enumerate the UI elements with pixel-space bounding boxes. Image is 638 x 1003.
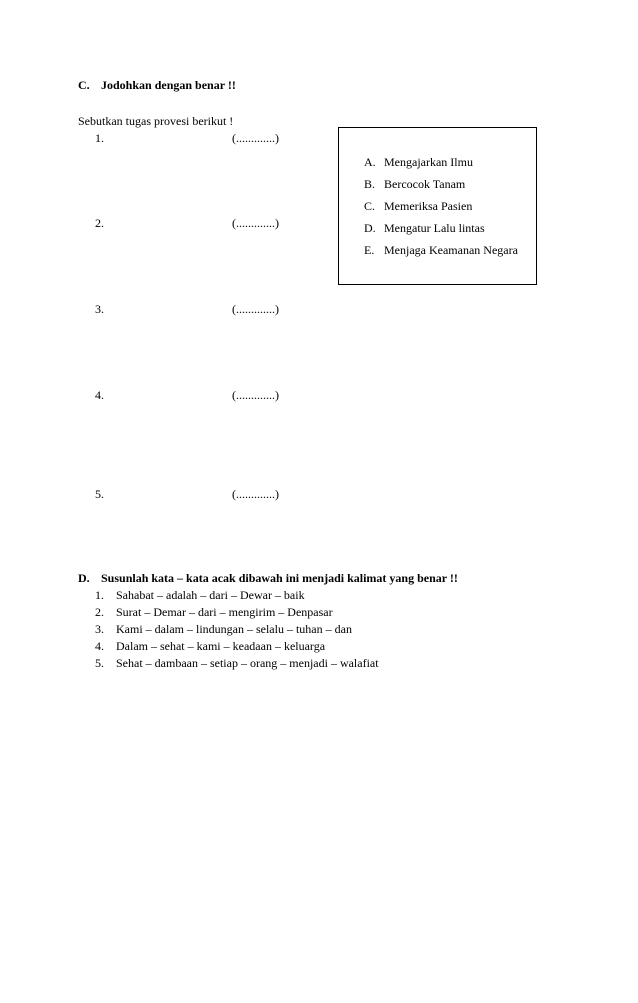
item-4-blank: (.............) bbox=[232, 388, 279, 402]
section-c-letter: C. bbox=[78, 78, 90, 92]
option-a-letter: A. bbox=[364, 155, 376, 169]
d-item-1-number: 1. bbox=[95, 588, 104, 602]
item-3-blank: (.............) bbox=[232, 302, 279, 316]
item-2-blank: (.............) bbox=[232, 216, 279, 230]
item-4-number: 4. bbox=[95, 388, 104, 402]
d-item-2-text: Surat – Demar – dari – mengirim – Denpasar bbox=[116, 605, 333, 619]
item-5-number: 5. bbox=[95, 487, 104, 501]
section-d-letter: D. bbox=[78, 571, 90, 585]
option-e-letter: E. bbox=[364, 243, 375, 257]
option-b-letter: B. bbox=[364, 177, 376, 191]
option-c-text: Memeriksa Pasien bbox=[384, 199, 473, 213]
item-2-number: 2. bbox=[95, 216, 104, 230]
item-1-number: 1. bbox=[95, 131, 104, 145]
d-item-3-text: Kami – dalam – lindungan – selalu – tuhan – dan bbox=[116, 622, 352, 636]
option-c-letter: C. bbox=[364, 199, 376, 213]
d-item-2-number: 2. bbox=[95, 605, 104, 619]
item-1-blank: (.............) bbox=[232, 131, 279, 145]
d-item-1-text: Sahabat – adalah – dari – Dewar – baik bbox=[116, 588, 305, 602]
section-c-title: Jodohkan dengan benar !! bbox=[101, 78, 236, 92]
d-item-5-text: Sehat – dambaan – setiap – orang – menjadi – walafiat bbox=[116, 656, 379, 670]
d-item-4-number: 4. bbox=[95, 639, 104, 653]
item-3-number: 3. bbox=[95, 302, 104, 316]
option-b-text: Bercocok Tanam bbox=[384, 177, 466, 191]
option-d-letter: D. bbox=[364, 221, 376, 235]
option-a-text: Mengajarkan Ilmu bbox=[384, 155, 473, 169]
d-item-5-number: 5. bbox=[95, 656, 104, 670]
item-5-blank: (.............) bbox=[232, 487, 279, 501]
d-item-4-text: Dalam – sehat – kami – keadaan – keluarga bbox=[116, 639, 326, 653]
option-d-text: Mengatur Lalu lintas bbox=[384, 221, 485, 235]
section-d-title: Susunlah kata – kata acak dibawah ini menjadi kalimat yang benar !! bbox=[101, 571, 458, 585]
option-e-text: Menjaga Keamanan Negara bbox=[384, 243, 518, 257]
section-c-instruction: Sebutkan tugas provesi berikut ! bbox=[78, 114, 234, 128]
d-item-3-number: 3. bbox=[95, 622, 104, 636]
